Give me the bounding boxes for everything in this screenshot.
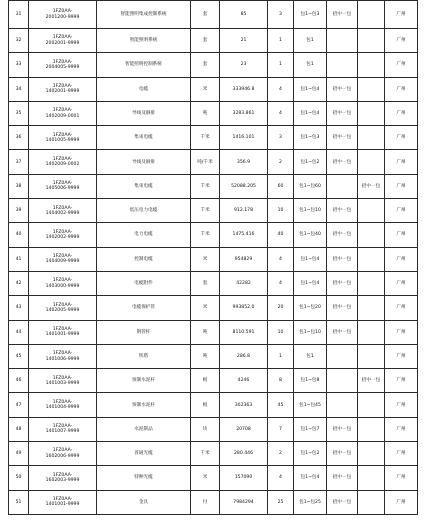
quantity-cell: 4246 [220, 369, 268, 393]
row-index-cell: 43 [9, 296, 29, 320]
location-cell: 广州 [385, 101, 418, 125]
bid-mode-cell [327, 29, 358, 53]
material-code-cell [29, 174, 97, 198]
location-cell: 广州 [385, 77, 418, 101]
material-code-suffix: 1404009-9999 [45, 259, 80, 265]
package-range-cell: 包1~包7 [294, 417, 327, 441]
location-cell: 广州 [385, 1, 418, 29]
material-code-suffix: 1402001-9999 [45, 89, 80, 95]
material-name-cell: 预制水泥杆 [97, 393, 191, 417]
package-count-cell: 40 [268, 223, 294, 247]
quantity-cell: 7984294 [220, 490, 268, 514]
quantity-cell: 23 [220, 53, 268, 77]
bid-mode-alt-cell [358, 126, 385, 150]
bid-mode-alt-cell [358, 1, 385, 29]
bid-mode-cell [327, 393, 358, 417]
material-code-cell [29, 393, 97, 417]
package-range-cell: 包1~包8 [294, 369, 327, 393]
quantity-cell: 912.178 [220, 199, 268, 223]
material-code-suffix: 1404002-9999 [45, 210, 80, 216]
quantity-cell: 8110.591 [220, 320, 268, 344]
package-count-cell: 20 [268, 296, 294, 320]
location-cell: 广州 [385, 271, 418, 295]
location-cell: 广州 [385, 320, 418, 344]
material-code-cell [29, 101, 97, 125]
package-count-cell: 25 [268, 490, 294, 514]
quantity-cell: 85 [220, 1, 268, 29]
bid-mode-cell: 招中一包 [327, 442, 358, 466]
bid-mode-cell: 招中一包 [327, 101, 358, 125]
material-code-suffix: 1401003-9999 [45, 380, 80, 386]
material-code-cell [29, 223, 97, 247]
unit-cell: 吨/千米 [191, 150, 220, 174]
location-cell: 广州 [385, 53, 418, 77]
quantity-cell: 333946.8 [220, 77, 268, 101]
material-code-cell [29, 490, 97, 514]
material-code-prefix: 1FZ0AA- [52, 35, 73, 41]
material-name-cell: 集束电缆 [97, 126, 191, 150]
quantity-cell: 3283.861 [220, 101, 268, 125]
material-name-cell: 钢管杆 [97, 320, 191, 344]
quantity-cell: 280.446 [220, 442, 268, 466]
package-count-cell: 1 [268, 29, 294, 53]
row-index-cell: 44 [9, 320, 29, 344]
material-code-prefix: 1FZ0AA- [52, 84, 73, 90]
package-count-cell: 45 [268, 393, 294, 417]
material-code-cell [29, 53, 97, 77]
table-row [9, 393, 418, 417]
material-name-cell: 预制水泥杆 [97, 369, 191, 393]
package-range-cell: 包1~包10 [294, 320, 327, 344]
location-cell: 广州 [385, 126, 418, 150]
row-index-cell: 45 [9, 344, 29, 368]
bid-mode-cell: 招中一包 [327, 1, 358, 29]
material-code-suffix: 1402005-9999 [45, 307, 80, 313]
table-row [9, 174, 418, 198]
unit-cell: 米 [191, 466, 220, 490]
table-row [9, 466, 418, 490]
unit-cell: 块 [191, 417, 220, 441]
bid-mode-cell: 招中一包 [327, 320, 358, 344]
material-code-cell [29, 344, 97, 368]
material-code-prefix: 1FZ0AA- [52, 156, 73, 162]
package-range-cell: 包1~包4 [294, 271, 327, 295]
material-code-suffix: 2002001-9999 [45, 40, 80, 46]
row-index-cell: 35 [9, 101, 29, 125]
material-code-suffix: 1403000-9999 [45, 283, 80, 289]
table-row [9, 271, 418, 295]
material-code-prefix: 1FZ0AA- [52, 254, 73, 260]
package-count-cell: 4 [268, 77, 294, 101]
table-row [9, 126, 418, 150]
material-code-suffix: 1401005-9999 [45, 137, 80, 143]
bid-mode-alt-cell [358, 344, 385, 368]
bid-mode-cell [327, 174, 358, 198]
quantity-cell: 286.8 [220, 344, 268, 368]
location-cell: 广州 [385, 442, 418, 466]
location-cell: 广州 [385, 344, 418, 368]
row-index-cell: 50 [9, 466, 29, 490]
material-code-cell [29, 296, 97, 320]
package-range-cell: 包1~包45 [294, 393, 327, 417]
unit-cell: 千米 [191, 174, 220, 198]
package-count-cell: 1 [268, 344, 294, 368]
package-count-cell: 7 [268, 417, 294, 441]
table-row [9, 417, 418, 441]
bid-mode-cell [327, 344, 358, 368]
bid-mode-alt-cell [358, 417, 385, 441]
table-row [9, 77, 418, 101]
package-range-cell: 包1 [294, 53, 327, 77]
quantity-cell: 42282 [220, 271, 268, 295]
package-range-cell: 包1~包4 [294, 466, 327, 490]
material-name-cell: 智能照明集成控制系统 [97, 1, 191, 29]
material-name-cell: 电缆 [97, 77, 191, 101]
material-name-cell: 导线及铜排 [97, 150, 191, 174]
material-code-suffix: 2001200-9999 [45, 14, 80, 20]
location-cell: 广州 [385, 199, 418, 223]
material-name-cell: 金具 [97, 490, 191, 514]
row-index-cell: 31 [9, 1, 29, 29]
table-row [9, 150, 418, 174]
location-cell: 广州 [385, 417, 418, 441]
unit-cell: 千米 [191, 199, 220, 223]
bid-mode-alt-cell [358, 101, 385, 125]
package-count-cell: 4 [268, 271, 294, 295]
material-name-cell: 集束电缆 [97, 174, 191, 198]
row-index-cell: 42 [9, 271, 29, 295]
material-code-prefix: 1FZ0AA- [52, 448, 73, 454]
package-count-cell: 60 [268, 174, 294, 198]
material-code-prefix: 1FZ0AA- [52, 375, 73, 381]
unit-cell: 根 [191, 393, 220, 417]
tender-package-table [8, 0, 418, 515]
material-name-cell: 智能照明系统 [97, 29, 191, 53]
unit-cell: 米 [191, 77, 220, 101]
bid-mode-cell: 招中一包 [327, 150, 358, 174]
package-range-cell: 包1~包10 [294, 199, 327, 223]
table-row [9, 320, 418, 344]
material-code-cell [29, 369, 97, 393]
bid-mode-cell: 招中一包 [327, 490, 358, 514]
material-name-cell: 控制电缆 [97, 247, 191, 271]
material-code-cell [29, 320, 97, 344]
table-row [9, 29, 418, 53]
quantity-cell: 302363 [220, 393, 268, 417]
package-range-cell: 包1~包60 [294, 174, 327, 198]
package-count-cell: 4 [268, 466, 294, 490]
material-code-prefix: 1FZ0AA- [52, 278, 73, 284]
quantity-cell: 157090 [220, 466, 268, 490]
material-code-prefix: 1FZ0AA- [52, 399, 73, 405]
bid-mode-cell: 招中一包 [327, 271, 358, 295]
package-range-cell: 包1~包4 [294, 77, 327, 101]
material-name-cell: 普通光缆 [97, 442, 191, 466]
package-range-cell: 包1~包25 [294, 490, 327, 514]
bid-mode-alt-cell [358, 199, 385, 223]
bid-mode-alt-cell [358, 247, 385, 271]
material-code-suffix: 1405006-9999 [45, 186, 80, 192]
material-code-suffix: 1402002-9999 [45, 235, 80, 241]
bid-mode-cell: 招中一包 [327, 417, 358, 441]
bid-mode-alt-cell: 招中一包 [358, 369, 385, 393]
location-cell: 广州 [385, 296, 418, 320]
quantity-cell: 1416.101 [220, 126, 268, 150]
material-name-cell: 特种光缆 [97, 466, 191, 490]
unit-cell: 套 [191, 29, 220, 53]
package-range-cell: 包1~包4 [294, 101, 327, 125]
location-cell: 广州 [385, 247, 418, 271]
material-code-prefix: 1FZ0AA- [52, 9, 73, 15]
table-row [9, 101, 418, 125]
package-count-cell: 8 [268, 369, 294, 393]
material-code-prefix: 1FZ0AA- [52, 181, 73, 187]
package-range-cell: 包1~包3 [294, 1, 327, 29]
material-name-cell: 水泥制品 [97, 417, 191, 441]
row-index-cell: 49 [9, 442, 29, 466]
unit-cell: 千米 [191, 442, 220, 466]
material-code-suffix: 1401004-9999 [45, 405, 80, 411]
table-row [9, 344, 418, 368]
unit-cell: 千米 [191, 126, 220, 150]
package-range-cell: 包1~包40 [294, 223, 327, 247]
material-code-prefix: 1FZ0AA- [52, 132, 73, 138]
unit-cell: 套 [191, 271, 220, 295]
unit-cell: 米 [191, 296, 220, 320]
material-code-prefix: 1FZ0AA- [52, 302, 73, 308]
quantity-cell: 20708 [220, 417, 268, 441]
material-name-cell: 铁塔 [97, 344, 191, 368]
material-code-cell [29, 199, 97, 223]
material-name-cell: 导线及铜排 [97, 101, 191, 125]
bid-mode-alt-cell [358, 29, 385, 53]
table-row [9, 490, 418, 514]
material-code-suffix: 1402009-0002 [45, 162, 80, 168]
unit-cell: 吨 [191, 344, 220, 368]
package-range-cell: 包1~包2 [294, 442, 327, 466]
material-code-prefix: 1FZ0AA- [52, 108, 73, 114]
material-name-cell: 智能照明控制系统 [97, 53, 191, 77]
unit-cell: 套 [191, 1, 220, 29]
package-count-cell: 3 [268, 1, 294, 29]
bid-mode-cell: 招中一包 [327, 466, 358, 490]
table-row [9, 442, 418, 466]
unit-cell: 千米 [191, 223, 220, 247]
quantity-cell: 21 [220, 29, 268, 53]
bid-mode-cell: 招中一包 [327, 199, 358, 223]
location-cell: 广州 [385, 369, 418, 393]
material-code-suffix: 1401006-9999 [45, 356, 80, 362]
unit-cell: 套 [191, 53, 220, 77]
material-code-cell [29, 150, 97, 174]
material-code-prefix: 1FZ0AA- [52, 472, 73, 478]
material-code-cell [29, 126, 97, 150]
material-code-suffix: 1402009-0001 [45, 113, 80, 119]
unit-cell: 付 [191, 490, 220, 514]
material-code-cell [29, 271, 97, 295]
row-index-cell: 48 [9, 417, 29, 441]
table-row [9, 369, 418, 393]
package-count-cell: 10 [268, 320, 294, 344]
row-index-cell: 36 [9, 126, 29, 150]
material-code-suffix: 1401001-9999 [45, 332, 80, 338]
material-code-prefix: 1FZ0AA- [52, 327, 73, 332]
table-body [9, 1, 418, 515]
material-code-suffix: 1401001-9999 [45, 502, 80, 508]
package-range-cell: 包1~包20 [294, 296, 327, 320]
table-row [9, 1, 418, 29]
row-index-cell: 33 [9, 53, 29, 77]
row-index-cell: 47 [9, 393, 29, 417]
bid-mode-alt-cell [358, 271, 385, 295]
row-index-cell: 39 [9, 199, 29, 223]
location-cell: 广州 [385, 29, 418, 53]
table-row [9, 296, 418, 320]
package-range-cell: 包1~包3 [294, 126, 327, 150]
bid-mode-alt-cell [358, 77, 385, 101]
bid-mode-cell: 招中一包 [327, 77, 358, 101]
material-code-suffix: 1602006-9999 [45, 453, 80, 459]
package-range-cell: 包1 [294, 29, 327, 53]
bid-mode-cell: 招中一包 [327, 247, 358, 271]
bid-mode-alt-cell [358, 53, 385, 77]
package-count-cell: 1 [268, 53, 294, 77]
bid-mode-alt-cell [358, 320, 385, 344]
material-code-cell [29, 417, 97, 441]
package-count-cell: 4 [268, 247, 294, 271]
package-count-cell: 3 [268, 126, 294, 150]
material-name-cell: 电缆保护管 [97, 296, 191, 320]
material-name-cell: 低压电力电缆 [97, 199, 191, 223]
package-range-cell: 包1~包2 [294, 150, 327, 174]
bid-mode-alt-cell [358, 490, 385, 514]
location-cell: 广州 [385, 223, 418, 247]
material-name-cell: 电力电缆 [97, 223, 191, 247]
row-index-cell: 38 [9, 174, 29, 198]
bid-mode-cell: 招中一包 [327, 223, 358, 247]
quantity-cell: 993852.0 [220, 296, 268, 320]
material-code-cell [29, 29, 97, 53]
material-code-cell [29, 442, 97, 466]
package-count-cell: 2 [268, 150, 294, 174]
package-range-cell: 包1 [294, 344, 327, 368]
quantity-cell: 52088.205 [220, 174, 268, 198]
material-code-prefix: 1FZ0AA- [52, 229, 73, 235]
bid-mode-alt-cell [358, 223, 385, 247]
material-code-suffix: 2004005-9999 [45, 64, 80, 70]
material-code-prefix: 1FZ0AA- [52, 351, 73, 357]
unit-cell: 米 [191, 247, 220, 271]
row-index-cell: 34 [9, 77, 29, 101]
quantity-cell: 356.9 [220, 150, 268, 174]
material-code-prefix: 1FZ0AA- [52, 497, 73, 503]
bid-mode-alt-cell: 招中一包 [358, 174, 385, 198]
bid-mode-cell: 招中一包 [327, 126, 358, 150]
location-cell: 广州 [385, 466, 418, 490]
material-code-cell [29, 247, 97, 271]
bid-mode-alt-cell [358, 150, 385, 174]
material-code-suffix: 1401007-9999 [45, 429, 80, 435]
table-row [9, 199, 418, 223]
location-cell: 广州 [385, 393, 418, 417]
material-code-suffix: 1602003-9999 [45, 477, 80, 483]
bid-mode-cell: 招中一包 [327, 296, 358, 320]
location-cell: 广州 [385, 174, 418, 198]
row-index-cell: 51 [9, 490, 29, 514]
location-cell: 广州 [385, 490, 418, 514]
table-row [9, 223, 418, 247]
material-name-cell: 电缆附件 [97, 271, 191, 295]
unit-cell: 根 [191, 369, 220, 393]
bid-mode-alt-cell [358, 442, 385, 466]
package-count-cell: 4 [268, 101, 294, 125]
table-row [9, 53, 418, 77]
bid-mode-cell [327, 53, 358, 77]
material-code-prefix: 1FZ0AA- [52, 424, 73, 430]
material-code-prefix: 1FZ0AA- [52, 59, 73, 65]
material-code-cell [29, 1, 97, 29]
package-count-cell: 10 [268, 199, 294, 223]
package-range-cell: 包1~包4 [294, 247, 327, 271]
location-cell: 广州 [385, 150, 418, 174]
material-code-prefix: 1FZ0AA- [52, 205, 73, 211]
row-index-cell: 41 [9, 247, 29, 271]
package-count-cell: 2 [268, 442, 294, 466]
unit-cell: 吨 [191, 320, 220, 344]
bid-mode-cell [327, 369, 358, 393]
bid-mode-alt-cell [358, 466, 385, 490]
material-code-cell [29, 466, 97, 490]
row-index-cell: 40 [9, 223, 29, 247]
row-index-cell: 46 [9, 369, 29, 393]
unit-cell: 吨 [191, 101, 220, 125]
table-row [9, 247, 418, 271]
bid-mode-alt-cell [358, 393, 385, 417]
material-code-cell [29, 77, 97, 101]
quantity-cell: 954829 [220, 247, 268, 271]
row-index-cell: 32 [9, 29, 29, 53]
bid-mode-alt-cell [358, 296, 385, 320]
quantity-cell: 1475.416 [220, 223, 268, 247]
row-index-cell: 37 [9, 150, 29, 174]
